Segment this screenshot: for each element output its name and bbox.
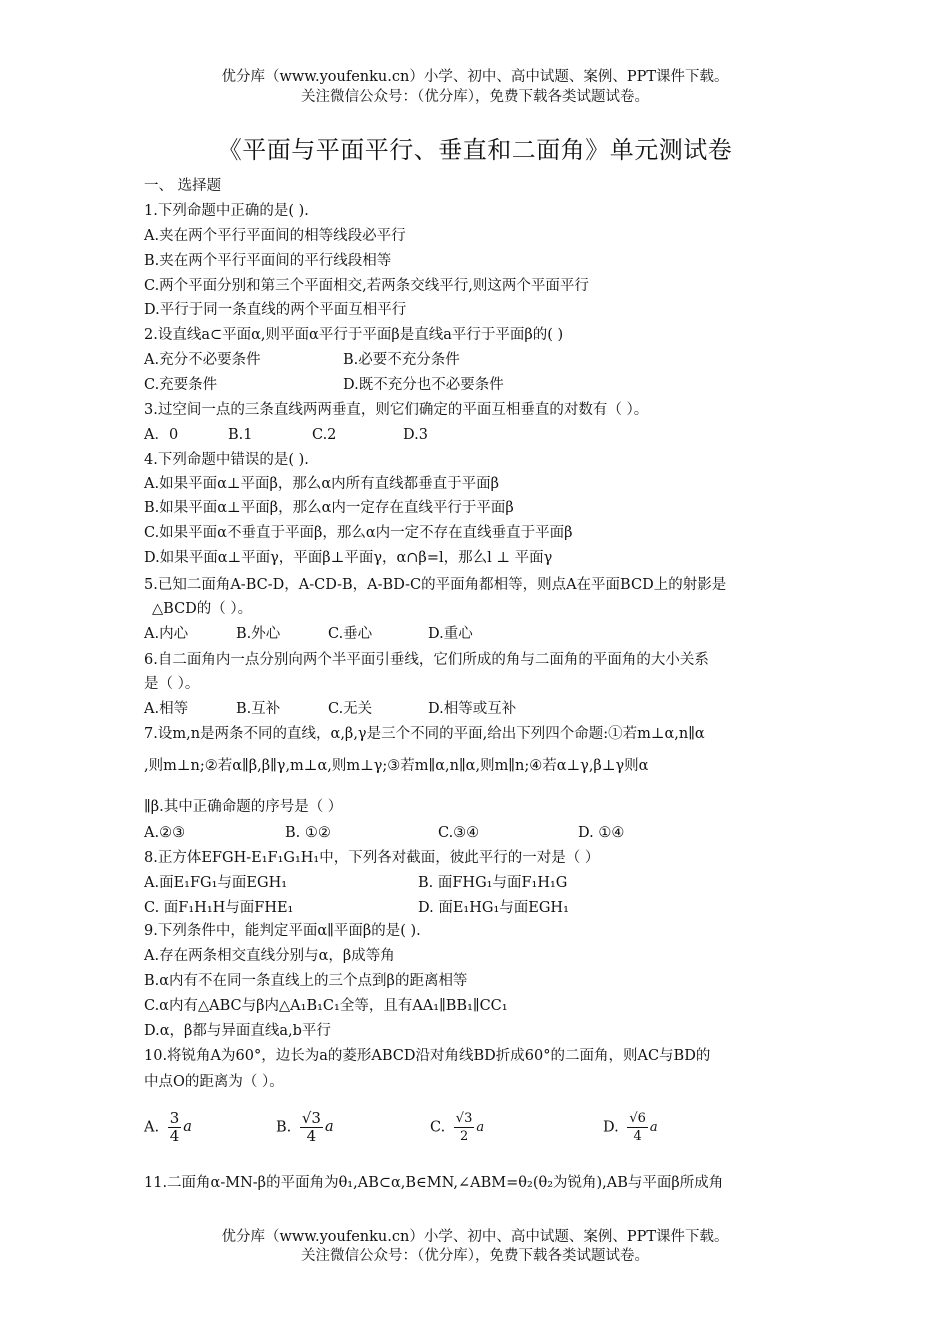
question-6-option-a: A.相等	[144, 701, 189, 717]
fraction-denominator: 4	[306, 1127, 317, 1145]
option-b-label: B.	[276, 1119, 292, 1136]
footer-line-2: 关注微信公众号：（优分库），免费下载各类试题试卷。	[301, 1248, 649, 1264]
question-8-option-b: B. 面FHG₁与面F₁H₁G	[418, 875, 568, 891]
fraction-numerator: 3	[169, 1109, 180, 1127]
question-6-option-c: C.无关	[328, 701, 373, 717]
question-2-option-c: C.充要条件	[144, 377, 218, 393]
question-5-option-c: C.垂心	[328, 626, 373, 642]
question-7-option-b: B. ①②	[285, 825, 331, 841]
question-3-stem: 3.过空间一点的三条直线两两垂直，则它们确定的平面互相垂直的对数有（ ）。	[144, 402, 649, 418]
question-7-option-d: D. ①④	[578, 825, 625, 841]
question-2-option-d: D.既不充分也不必要条件	[343, 377, 504, 393]
question-11-stem: 11.二面角α-MN-β的平面角为θ₁,AB⊂α,B∈MN,∠ABM=θ₂(θ₂为锐角),AB与平面β所成角	[144, 1175, 724, 1191]
question-4-option-c: C.如果平面α不垂直于平面β，那么α内一定不存在直线垂直于平面β	[144, 525, 573, 541]
question-3-option-a: A．0	[144, 427, 179, 443]
option-b-fraction	[300, 1110, 323, 1145]
question-10-option-c	[430, 1110, 484, 1145]
question-7-stem-line-3: ∥β.其中正确命题的序号是（ ）	[144, 799, 343, 815]
option-a-label: A.	[144, 1119, 160, 1136]
question-5-option-d: D.重心	[428, 626, 473, 642]
option-a-fraction	[168, 1110, 182, 1145]
question-9-stem: 9.下列条件中，能判定平面α∥平面β的是( ).	[144, 923, 421, 939]
question-9-option-a: A.存在两条相交直线分别与α，β成等角	[144, 948, 395, 964]
question-8-option-a: A.面E₁FG₁与面EGH₁	[144, 875, 288, 891]
variable-a: a	[476, 1120, 485, 1135]
question-10-stem-line-1: 10.将锐角A为60°，边长为a的菱形ABCD沿对角线BD折成60°的二面角，则AC与BD的	[144, 1048, 711, 1064]
question-6-stem-line-1: 6.自二面角内一点分别向两个半平面引垂线，它们所成的角与二面角的平面角的大小关系	[144, 652, 709, 668]
fraction-numerator: √6	[629, 1111, 646, 1126]
header-line-2: 关注微信公众号：（优分库），免费下载各类试题试卷。	[301, 89, 649, 105]
fraction-numerator: √3	[301, 1109, 321, 1127]
option-c-fraction	[454, 1110, 475, 1145]
option-c-label: C.	[430, 1119, 446, 1136]
question-4-stem: 4.下列命题中错误的是( ).	[144, 452, 309, 468]
question-5-stem-line-1: 5.已知二面角A-BC-D，A-CD-B，A-BD-C的平面角都相等，则点A在平面BCD上的射影是	[144, 577, 727, 593]
question-7-stem-line-1: 7.设m,n是两条不同的直线，α,β,γ是三个不同的平面,给出下列四个命题:①若m⊥α,n∥α	[144, 726, 705, 742]
section-heading: 一、 选择题	[144, 178, 222, 194]
question-7-option-c: C.③④	[438, 825, 480, 841]
question-7-stem-line-2: ,则m⊥n;②若α∥β,β∥γ,m⊥α,则m⊥γ;③若m∥α,n∥α,则m∥n;④若α⊥γ,β⊥γ则α	[144, 758, 649, 774]
variable-a: a	[649, 1120, 658, 1135]
question-2-option-a: A.充分不必要条件	[144, 352, 261, 368]
question-1-stem: 1.下列命题中正确的是( ).	[144, 203, 309, 219]
question-1-option-d: D.平行于同一条直线的两个平面互相平行	[144, 302, 407, 318]
question-6-option-b: B.互补	[236, 701, 281, 717]
question-7-option-a: A.②③	[144, 825, 186, 841]
question-6-stem-line-2: 是（ ）。	[144, 676, 200, 692]
question-10-option-a	[144, 1110, 192, 1145]
question-4-option-a: A.如果平面α⊥平面β，那么α内所有直线都垂直于平面β	[144, 476, 500, 492]
question-9-option-c: C.α内有△ABC与β内△A₁B₁C₁全等，且有AA₁∥BB₁∥CC₁	[144, 998, 508, 1014]
question-5-option-b: B.外心	[236, 626, 281, 642]
footer-line-1: 优分库（www.youfenku.cn）小学、初中、高中试题、案例、PPT课件下载。	[221, 1229, 729, 1245]
question-8-stem: 8.正方体EFGH-E₁F₁G₁H₁中，下列各对截面，彼此平行的一对是（ ）	[144, 850, 600, 866]
question-5-stem-line-2: △BCD的（ ）。	[152, 601, 253, 617]
question-9-option-b: B.α内有不在同一条直线上的三个点到β的距离相等	[144, 973, 468, 989]
header-line-1: 优分库（www.youfenku.cn）小学、初中、高中试题、案例、PPT课件下载。	[221, 69, 729, 85]
question-10-stem-line-2: 中点O的距离为（ ）。	[144, 1074, 284, 1090]
question-10-option-d	[603, 1110, 658, 1145]
question-9-option-d: D.α，β都与异面直线a,b平行	[144, 1023, 331, 1039]
question-2-stem: 2.设直线a⊂平面α,则平面α平行于平面β是直线a平行于平面β的( )	[144, 327, 564, 343]
page-title: 《平面与平面平行、垂直和二面角》单元测试卷	[217, 136, 733, 164]
question-3-option-d: D.3	[403, 427, 428, 443]
question-8-option-d: D. 面E₁HG₁与面EGH₁	[418, 900, 569, 916]
variable-a: a	[324, 1119, 334, 1135]
option-d-label: D.	[603, 1119, 619, 1136]
question-1-option-a: A.夹在两个平行平面间的相等线段必平行	[144, 228, 406, 244]
question-4-option-d: D.如果平面α⊥平面γ，平面β⊥平面γ，α∩β=l，那么l ⊥ 平面γ	[144, 550, 553, 566]
option-d-fraction	[627, 1110, 648, 1145]
fraction-numerator: √3	[455, 1111, 473, 1126]
question-1-option-b: B.夹在两个平行平面间的平行线段相等	[144, 253, 392, 269]
question-4-option-b: B.如果平面α⊥平面β，那么α内一定存在直线平行于平面β	[144, 500, 514, 516]
question-6-option-d: D.相等或互补	[428, 701, 517, 717]
fraction-denominator: 4	[633, 1129, 642, 1144]
question-1-option-c: C.两个平面分别和第三个平面相交,若两条交线平行,则这两个平面平行	[144, 278, 589, 294]
fraction-denominator: 2	[459, 1129, 469, 1144]
question-3-option-c: C.2	[312, 427, 337, 443]
variable-a: a	[183, 1119, 192, 1135]
question-2-option-b: B.必要不充分条件	[343, 352, 460, 368]
question-10-option-b	[276, 1110, 334, 1145]
fraction-denominator: 4	[169, 1127, 180, 1145]
question-8-option-c: C. 面F₁H₁H与面FHE₁	[144, 900, 294, 916]
question-3-option-b: B.1	[228, 427, 253, 443]
question-5-option-a: A.内心	[144, 626, 189, 642]
